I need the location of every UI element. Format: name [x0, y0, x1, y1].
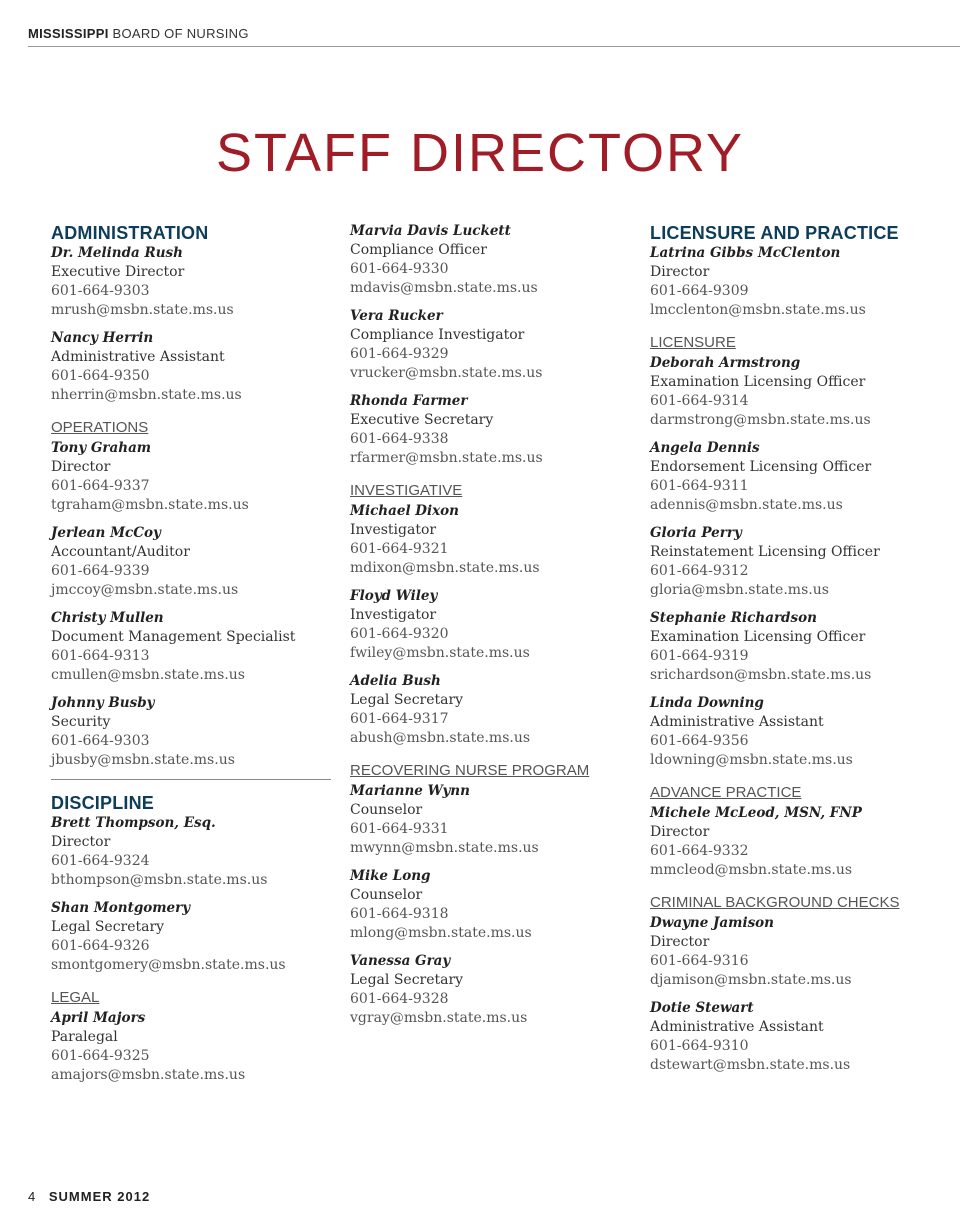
staff-email: abush@msbn.state.ms.us	[350, 730, 531, 746]
staff-email: mdavis@msbn.state.ms.us	[350, 280, 538, 296]
staff-entry	[350, 782, 632, 858]
staff-role: Administrative Assistant	[51, 349, 225, 365]
staff-phone: 601-664-9338	[350, 431, 449, 447]
staff-role: Legal Secretary	[350, 972, 464, 988]
section-divider	[51, 779, 331, 780]
staff-phone: 601-664-9356	[650, 733, 749, 749]
staff-role: Examination Licensing Officer	[650, 374, 866, 390]
staff-email: vrucker@msbn.state.ms.us	[350, 365, 543, 381]
staff-name: Dwayne Jamison	[650, 915, 774, 931]
staff-name: Marianne Wynn	[350, 783, 470, 799]
staff-email: tgraham@msbn.state.ms.us	[51, 497, 249, 513]
staff-name: Dotie Stewart	[650, 1000, 754, 1016]
subsection-heading: CRIMINAL BACKGROUND CHECKS	[650, 894, 900, 911]
staff-email: ldowning@msbn.state.ms.us	[650, 752, 853, 768]
staff-phone: 601-664-9303	[51, 733, 150, 749]
subsection-heading: LEGAL	[51, 989, 100, 1006]
staff-name: Johnny Busby	[51, 695, 155, 711]
page-title: STAFF DIRECTORY	[215, 123, 745, 183]
staff-name: Nancy Herrin	[51, 330, 154, 346]
staff-role: Counselor	[350, 887, 423, 903]
staff-email: mlong@msbn.state.ms.us	[350, 925, 532, 941]
header-org: MISSISSIPPI	[28, 26, 109, 41]
page-footer	[28, 1189, 150, 1204]
staff-email: rfarmer@msbn.state.ms.us	[350, 450, 543, 466]
page-number: 4	[28, 1189, 36, 1204]
directory-column-2	[350, 222, 632, 1037]
staff-entry	[650, 609, 940, 685]
staff-entry	[350, 502, 632, 578]
staff-role: Endorsement Licensing Officer	[650, 459, 872, 475]
staff-phone: 601-664-9314	[650, 393, 749, 409]
staff-email: mwynn@msbn.state.ms.us	[350, 840, 539, 856]
staff-phone: 601-664-9337	[51, 478, 150, 494]
staff-phone: 601-664-9332	[650, 843, 749, 859]
staff-name: Vera Rucker	[350, 308, 443, 324]
staff-phone: 601-664-9317	[350, 711, 449, 727]
staff-email: djamison@msbn.state.ms.us	[650, 972, 852, 988]
staff-phone: 601-664-9310	[650, 1038, 749, 1054]
staff-email: lmcclenton@msbn.state.ms.us	[650, 302, 866, 318]
staff-entry	[650, 804, 940, 880]
staff-phone: 601-664-9325	[51, 1048, 150, 1064]
staff-entry	[350, 587, 632, 663]
staff-entry	[650, 354, 940, 430]
staff-phone: 601-664-9339	[51, 563, 150, 579]
staff-phone: 601-664-9324	[51, 853, 150, 869]
staff-email: jbusby@msbn.state.ms.us	[51, 752, 235, 768]
staff-entry	[51, 814, 331, 890]
staff-phone: 601-664-9330	[350, 261, 449, 277]
staff-entry	[51, 609, 331, 685]
staff-email: fwiley@msbn.state.ms.us	[350, 645, 530, 661]
staff-entry	[350, 867, 632, 943]
staff-email: darmstrong@msbn.state.ms.us	[650, 412, 871, 428]
staff-entry	[650, 999, 940, 1075]
staff-name: Dr. Melinda Rush	[51, 245, 183, 261]
staff-role: Administrative Assistant	[650, 1019, 824, 1035]
staff-name: Gloria Perry	[650, 525, 742, 541]
staff-role: Investigator	[350, 607, 437, 623]
header-sub: BOARD OF NURSING	[112, 26, 249, 41]
staff-role: Administrative Assistant	[650, 714, 824, 730]
staff-name: Stephanie Richardson	[650, 610, 817, 626]
header-rule	[28, 46, 960, 47]
staff-name: Marvia Davis Luckett	[350, 223, 511, 239]
staff-phone: 601-664-9313	[51, 648, 150, 664]
staff-name: Brett Thompson, Esq.	[51, 815, 216, 831]
staff-phone: 601-664-9329	[350, 346, 449, 362]
staff-email: mrush@msbn.state.ms.us	[51, 302, 234, 318]
staff-entry	[51, 1009, 331, 1085]
staff-phone: 601-664-9319	[650, 648, 749, 664]
staff-role: Legal Secretary	[51, 919, 165, 935]
staff-role: Executive Director	[51, 264, 185, 280]
staff-name: Deborah Armstrong	[650, 355, 801, 371]
page-header	[28, 26, 249, 41]
staff-role: Executive Secretary	[350, 412, 494, 428]
staff-entry	[350, 222, 632, 298]
staff-role: Compliance Officer	[350, 242, 487, 258]
staff-phone: 601-664-9309	[650, 283, 749, 299]
staff-email: nherrin@msbn.state.ms.us	[51, 387, 242, 403]
subsection-heading: INVESTIGATIVE	[350, 482, 463, 499]
staff-role: Examination Licensing Officer	[650, 629, 866, 645]
staff-entry	[650, 524, 940, 600]
staff-name: Latrina Gibbs McClenton	[650, 245, 841, 261]
staff-email: jmccoy@msbn.state.ms.us	[51, 582, 239, 598]
staff-name: Vanessa Gray	[350, 953, 451, 969]
staff-email: mmcleod@msbn.state.ms.us	[650, 862, 853, 878]
staff-email: vgray@msbn.state.ms.us	[350, 1010, 528, 1026]
staff-role: Investigator	[350, 522, 437, 538]
staff-entry	[350, 392, 632, 468]
staff-name: Adelia Bush	[350, 673, 441, 689]
staff-phone: 601-664-9312	[650, 563, 749, 579]
staff-role: Accountant/Auditor	[51, 544, 190, 560]
staff-email: amajors@msbn.state.ms.us	[51, 1067, 246, 1083]
staff-name: Michele McLeod, MSN, FNP	[650, 805, 862, 821]
staff-role: Legal Secretary	[350, 692, 464, 708]
staff-entry	[650, 914, 940, 990]
staff-entry	[51, 244, 331, 320]
staff-name: Jerlean McCoy	[51, 525, 161, 541]
subsection-heading: OPERATIONS	[51, 419, 149, 436]
staff-role: Security	[51, 714, 111, 730]
staff-phone: 601-664-9320	[350, 626, 449, 642]
staff-email: bthompson@msbn.state.ms.us	[51, 872, 268, 888]
staff-entry	[51, 439, 331, 515]
staff-role: Counselor	[350, 802, 423, 818]
staff-name: Rhonda Farmer	[350, 393, 468, 409]
staff-entry	[51, 524, 331, 600]
staff-name: Tony Graham	[51, 440, 152, 456]
staff-name: Floyd Wiley	[350, 588, 438, 604]
staff-role: Director	[51, 459, 111, 475]
staff-name: Angela Dennis	[650, 440, 760, 456]
staff-email: srichardson@msbn.state.ms.us	[650, 667, 872, 683]
subsection-heading: RECOVERING NURSE PROGRAM	[350, 762, 590, 779]
staff-phone: 601-664-9321	[350, 541, 449, 557]
staff-entry	[650, 439, 940, 515]
staff-name: April Majors	[51, 1010, 146, 1026]
staff-email: dstewart@msbn.state.ms.us	[650, 1057, 851, 1073]
section-heading: LICENSURE AND PRACTICE	[650, 223, 899, 243]
staff-entry	[650, 244, 940, 320]
staff-email: gloria@msbn.state.ms.us	[650, 582, 829, 598]
staff-email: cmullen@msbn.state.ms.us	[51, 667, 245, 683]
staff-entry	[51, 899, 331, 975]
section-heading: DISCIPLINE	[51, 793, 155, 813]
section-heading: ADMINISTRATION	[51, 223, 209, 243]
staff-name: Michael Dixon	[350, 503, 459, 519]
staff-role: Document Management Specialist	[51, 629, 296, 645]
issue-label: SUMMER 2012	[48, 1189, 151, 1204]
staff-role: Director	[650, 824, 710, 840]
staff-phone: 601-664-9303	[51, 283, 150, 299]
staff-role: Director	[650, 934, 710, 950]
subsection-heading: LICENSURE	[650, 334, 736, 351]
staff-role: Reinstatement Licensing Officer	[650, 544, 880, 560]
staff-email: smontgomery@msbn.state.ms.us	[51, 957, 286, 973]
staff-name: Shan Montgomery	[51, 900, 191, 916]
staff-phone: 601-664-9316	[650, 953, 749, 969]
staff-entry	[350, 672, 632, 748]
subsection-heading: ADVANCE PRACTICE	[650, 784, 802, 801]
directory-column-3	[650, 222, 940, 1084]
staff-phone: 601-664-9311	[650, 478, 749, 494]
staff-entry	[51, 329, 331, 405]
staff-name: Linda Downing	[650, 695, 764, 711]
staff-role: Director	[650, 264, 710, 280]
staff-phone: 601-664-9350	[51, 368, 150, 384]
staff-entry	[350, 952, 632, 1028]
staff-entry	[650, 694, 940, 770]
staff-entry	[350, 307, 632, 383]
staff-phone: 601-664-9328	[350, 991, 449, 1007]
staff-phone: 601-664-9326	[51, 938, 150, 954]
staff-role: Compliance Investigator	[350, 327, 525, 343]
staff-phone: 601-664-9331	[350, 821, 449, 837]
directory-column-1	[51, 222, 331, 1094]
staff-name: Mike Long	[350, 868, 431, 884]
staff-entry	[51, 694, 331, 770]
staff-role: Director	[51, 834, 111, 850]
staff-email: mdixon@msbn.state.ms.us	[350, 560, 540, 576]
staff-email: adennis@msbn.state.ms.us	[650, 497, 843, 513]
staff-name: Christy Mullen	[51, 610, 164, 626]
staff-role: Paralegal	[51, 1029, 118, 1045]
staff-phone: 601-664-9318	[350, 906, 449, 922]
